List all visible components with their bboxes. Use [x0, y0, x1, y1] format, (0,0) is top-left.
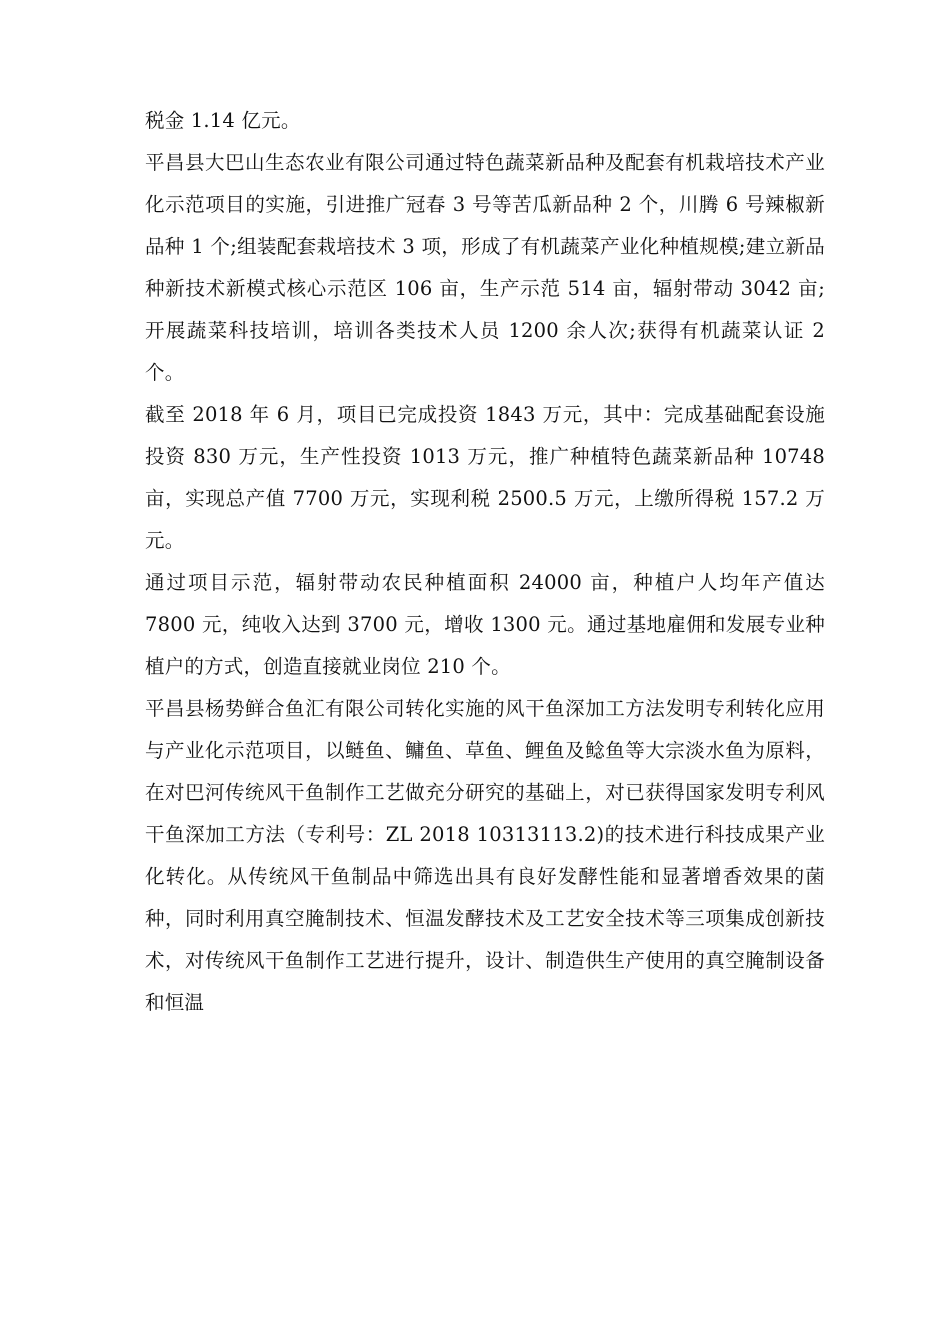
paragraph-farmer-benefits: 通过项目示范，辐射带动农民种植面积 24000 亩，种植户人均年产值达 7800 元，纯收入达到 3700 元，增收 1300 元。通过基地雇佣和发展专业种植户的方式，创造直接就业岗位 210 个。	[145, 571, 825, 678]
document-page	[145, 100, 825, 1024]
paragraph-dried-fish-project: 平昌县杨势鲜合鱼汇有限公司转化实施的风干鱼深加工方法发明专利转化应用与产业化示范项目，以鲢鱼、鳙鱼、草鱼、鲤鱼及鲶鱼等大宗淡水鱼为原料，在对巴河传统风干鱼制作工艺做充分研究的基础上，对已获得国家发明专利风干鱼深加工方法（专利号：ZL 2018 10313113.2)的技术进行科技成果产业化转化。从传统风干鱼制品中筛选出具有良好发酵性能和显著增香效果的菌种，同时利用真空腌制技术、恒温发酵技术及工艺安全技术等三项集成创新技术，对传统风干鱼制作工艺进行提升，设计、制造供生产使用的真空腌制设备和恒温	[145, 697, 825, 1014]
paragraph-investment-progress: 截至 2018 年 6 月，项目已完成投资 1843 万元，其中：完成基础配套设施投资 830 万元，生产性投资 1013 万元，推广种植特色蔬菜新品种 10748 亩，实现总产值 7700 万元，实现利税 2500.5 万元，上缴所得税 157.2 万元。	[145, 403, 825, 552]
paragraph-vegetable-project: 平昌县大巴山生态农业有限公司通过特色蔬菜新品种及配套有机栽培技术产业化示范项目的实施，引进推广冠春 3 号等苦瓜新品种 2 个，川腾 6 号辣椒新品种 1 个;组装配套栽培技术 3 项，形成了有机蔬菜产业化种植规模;建立新品种新技术新模式核心示范区 106 亩，生产示范 514 亩，辐射带动 3042 亩;开展蔬菜科技培训，培训各类技术人员 1200 余人次;获得有机蔬菜认证 2 个。	[145, 151, 825, 384]
paragraph-tax-total: 税金 1.14 亿元。	[145, 109, 301, 132]
